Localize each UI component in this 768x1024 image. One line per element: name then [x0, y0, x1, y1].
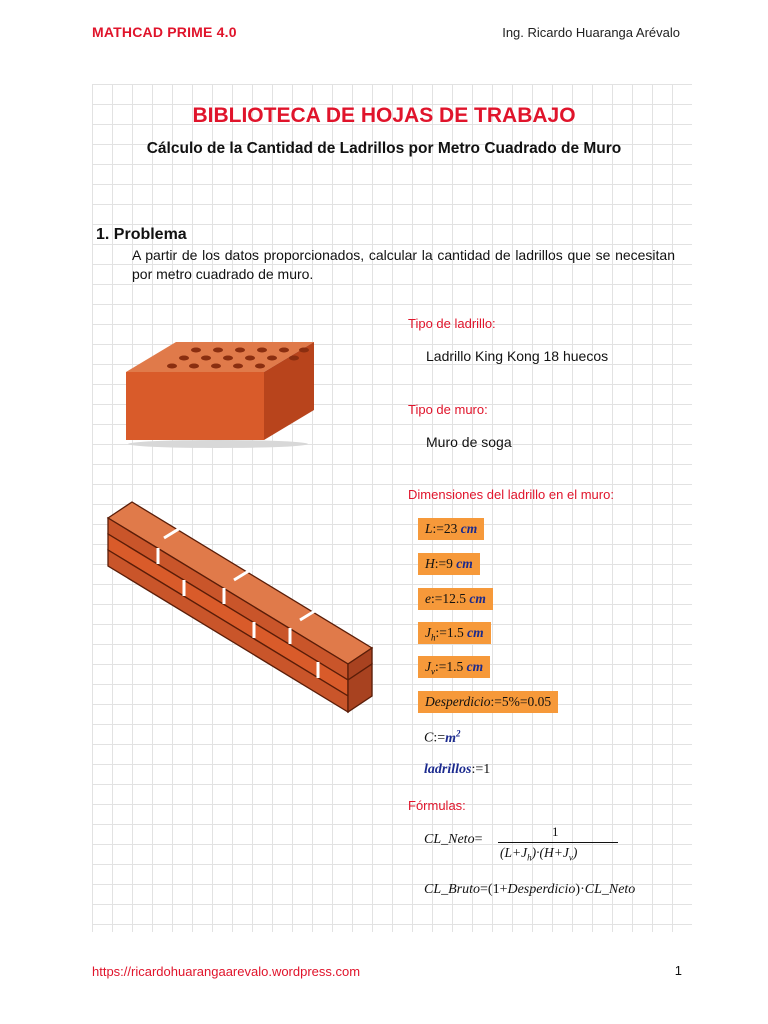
- page-subtitle: Cálculo de la Cantidad de Ladrillos por Metro Cuadrado de Muro: [146, 140, 622, 157]
- problem-description: A partir de los datos proporcionados, calcular la cantidad de ladrillos que se necesitan por metro cuadrado de muro.: [132, 247, 675, 282]
- math-region-length[interactable]: L:=23 cm: [418, 518, 484, 540]
- wall-type-label: Tipo de muro:: [408, 402, 488, 417]
- waste-percent: 5%: [501, 694, 520, 709]
- page-title: BIBLIOTECA DE HOJAS DE TRABAJO: [192, 104, 576, 127]
- formula-gross-bricks[interactable]: CL_Bruto=(1+Desperdicio)·CL_Neto: [424, 882, 636, 897]
- math-region-thickness[interactable]: e:=12.5 cm: [418, 588, 493, 610]
- brick-type-label: Tipo de ladrillo:: [408, 316, 496, 331]
- waste-result: 0.05: [527, 694, 552, 709]
- dimensions-label: Dimensiones del ladrillo en el muro:: [408, 487, 614, 502]
- footer-website-link[interactable]: https://ricardohuarangaarevalo.wordpress.com: [92, 964, 361, 979]
- header-author: Ing. Ricardo Huaranga Arévalo: [502, 25, 680, 40]
- formulas-label: Fórmulas:: [408, 798, 466, 813]
- brick-type-value[interactable]: Ladrillo King Kong 18 huecos: [426, 348, 609, 364]
- math-region-height[interactable]: H:=9 cm: [418, 553, 480, 575]
- height-value: 9: [446, 556, 453, 571]
- header-app-name: MATHCAD PRIME 4.0: [92, 24, 237, 40]
- thickness-value: 12.5: [442, 591, 466, 606]
- math-region-area-unit[interactable]: $C:=m^2$: [424, 728, 461, 746]
- length-value: 23: [443, 521, 458, 536]
- math-region-vertical-joint[interactable]: $J_v:=1.5$ cm: [418, 656, 490, 678]
- math-region-waste[interactable]: Desperdicio:=5%=0.05: [418, 691, 558, 713]
- vertical-joint-value: 1.5: [446, 659, 464, 674]
- math-region-horizontal-joint[interactable]: $J_h:=1.5$ cm: [418, 622, 491, 644]
- math-region-bricks-unit[interactable]: ladrillos:=1: [424, 762, 491, 777]
- wall-type-value[interactable]: Muro de soga: [426, 434, 512, 450]
- page-number: 1: [674, 963, 682, 978]
- bricks-value: 1: [483, 762, 491, 777]
- section-heading-problem: 1. Problema: [96, 226, 187, 243]
- hollow-brick-image: [118, 330, 318, 450]
- brick-wall-image: [104, 498, 376, 720]
- formula-net-bricks[interactable]: CL_Neto= 1 $(L+J_h)\cdot(H+J_v)$: [424, 832, 684, 866]
- horizontal-joint-value: 1.5: [446, 625, 464, 640]
